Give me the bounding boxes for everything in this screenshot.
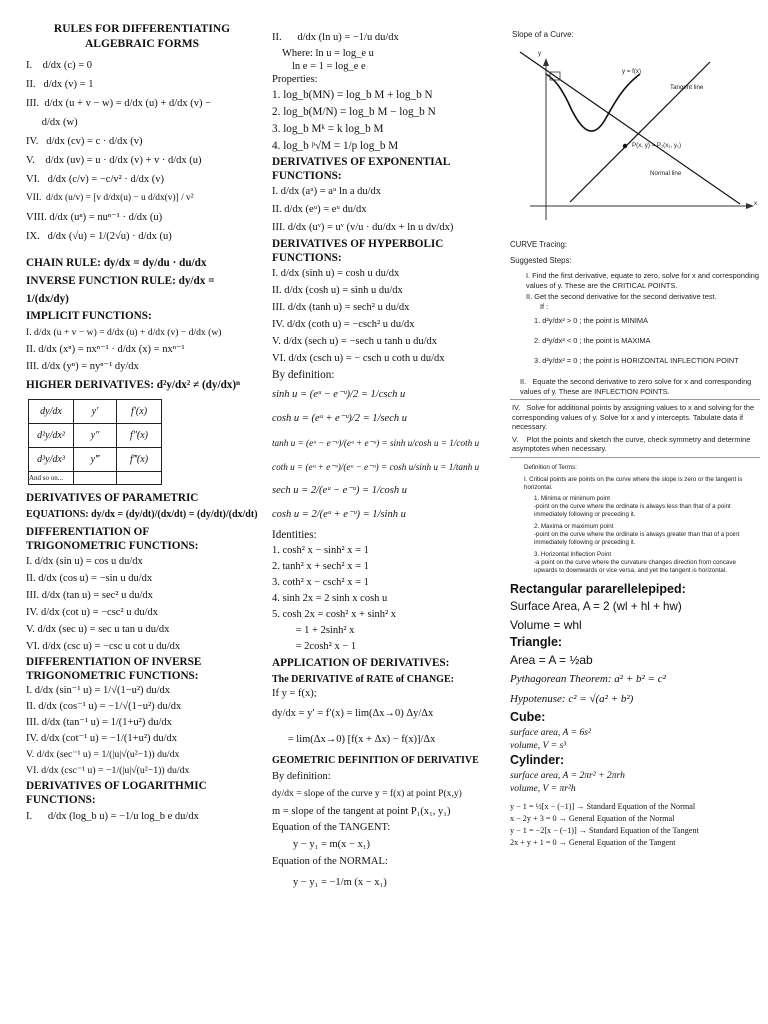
normal-tangent-equation: x − 2y + 3 = 0 → General Equation of the Normal	[510, 813, 675, 823]
implicit-line: III. d/dx (yⁿ) = nyⁿ⁻¹ dy/dx	[26, 361, 139, 372]
definition-line: coth u = (eᵘ + e⁻ᵘ)/(eᵘ − e⁻ᵘ) = cosh u/sinh u = 1/tanh u	[272, 462, 480, 472]
identity-line: = 1 + 2sinh² x	[272, 625, 355, 636]
normal-tangent-equation: y − 1 = ½[x − (−1)] → Standard Equation of the Normal	[510, 801, 696, 811]
definition-line: sinh u = (eᵘ − e⁻ᵘ)/2 = 1/csch u	[272, 389, 406, 400]
property-line: 1. log_b(MN) = log_b M + log_b N	[272, 89, 433, 101]
implicit-line: II. d/dx (xⁿ) = nxⁿ⁻¹ · d/dx (x) = nxⁿ⁻¹	[26, 344, 185, 355]
trig-line: III. d/dx (tan u) = sec² u du/dx	[26, 590, 153, 601]
pythagorean-theorem: Pythagorean Theorem: a² + b² = c²	[510, 672, 666, 685]
exp-line: I. d/dx (aᵘ) = aᵘ ln a du/dx	[272, 186, 382, 197]
title-line-1: RULES FOR DIFFERENTIATING	[53, 23, 231, 35]
divider	[510, 457, 760, 458]
log-line: I. d/dx (log_b u) = −1/u log_b e du/dx	[26, 811, 199, 822]
chain-rule: CHAIN RULE: dy/dx = dy/du · du/dx	[26, 257, 207, 269]
exp-line: III. d/dx (uᵛ) = uᵛ (v/u · du/dx + ln u dv/dx)	[272, 222, 454, 233]
curve-label: y = f(x)	[622, 68, 642, 75]
tangent-line	[570, 62, 710, 202]
point-label: P(x, y) = P₁(x₁, y₁)	[632, 142, 682, 149]
hyp-line: II. d/dx (cosh u) = sinh u du/dx	[272, 285, 403, 296]
rule-line: V. d/dx (uv) = u · d/dx (v) + v · d/dx (u)	[26, 155, 202, 166]
identity-line: 2. tanh² x + sech² x = 1	[272, 561, 369, 572]
rule-line: IX. d/dx (√u) = 1/(2√u) · d/dx (u)	[26, 231, 172, 242]
trig-line: VI. d/dx (csc u) = −csc u cot u du/dx	[26, 641, 181, 652]
table-cell: f′(x)	[117, 400, 162, 424]
rule-line: II. d/dx (v) = 1	[26, 79, 94, 90]
rule-line: VI. d/dx (c/v) = −c/v² · d/dx (v)	[26, 174, 165, 185]
trig-line: I. d/dx (sin u) = cos u du/dx	[26, 556, 143, 567]
hyp-line: IV. d/dx (coth u) = −csch² u du/dx	[272, 319, 415, 330]
identities-heading: Identities:	[272, 529, 317, 541]
where-line: ln e = 1 = log_e e	[292, 61, 366, 72]
trig-heading-2: TRIGONOMETRIC FUNCTIONS:	[26, 540, 199, 552]
inverse-function-rule: INVERSE FUNCTION RULE: dy/dx = 1/(dx/dy)	[26, 275, 215, 305]
geometric-line: y − y₁ = −1/m (x − x₁)	[272, 877, 387, 888]
parallelepiped-heading: Rectangular pararellelepiped:	[510, 581, 686, 596]
cube-volume: volume, V = s³	[510, 739, 567, 751]
definition-line: cosh u = 2/(eᵘ + e⁻ᵘ) = 1/sinh u	[272, 509, 406, 520]
log-heading-1: DERIVATIVES OF LOGARITHMIC	[26, 780, 207, 792]
cylinder-heading: Cylinder:	[510, 752, 565, 767]
identity-line: 3. coth² x − csch² x = 1	[272, 577, 369, 588]
table-row	[29, 400, 162, 424]
y-axis-arrow	[543, 58, 549, 66]
inverse-trig-line: V. d/dx (sec⁻¹ u) = 1/(|u|√(u²−1)) du/dx	[26, 749, 180, 760]
identity-line: 1. cosh² x − sinh² x = 1	[272, 545, 369, 556]
hyp-line: VI. d/dx (csch u) = − csch u coth u du/dx	[272, 353, 445, 364]
term-line: 3. Horizontal Inflection Point	[534, 550, 612, 558]
table-cell: d²y/dx²	[29, 424, 74, 448]
trig-heading-1: DIFFERENTIATION OF	[26, 526, 150, 538]
table-cell	[74, 472, 117, 485]
step-line: IV. Solve for additional points by assigning values to x and solving for the corresponding values of y. Solve for x and y intercepts. Tabulate data if necessary.	[512, 403, 757, 431]
curve-tracing-heading: CURVE Tracing:	[510, 240, 568, 249]
geometric-heading: GEOMETRIC DEFINITION OF DERIVATIVE	[272, 755, 479, 766]
properties-heading: Properties:	[272, 74, 318, 85]
by-definition: By definition:	[272, 369, 335, 381]
term-line: 2. Maxima or maximum point	[534, 522, 614, 530]
y-axis-label: y	[538, 50, 542, 57]
table-row	[29, 424, 162, 448]
rate-line: dy/dx = y′ = f′(x) = lim(Δx→0) Δy/Δx	[272, 708, 434, 719]
term-line: -a point on the curve where the curvature changes direction from concave upwards to downwards or vice versa, and yet the tangent is horizontal.	[534, 558, 736, 574]
log-line: II. d/dx (ln u) = −1/u du/dx	[272, 32, 399, 43]
definition-line: cosh u = (eᵘ + e⁻ᵘ)/2 = 1/sech u	[272, 413, 408, 424]
step-line: 3. d²y/dx² = 0 ; the point is HORIZONTAL INFLECTION POINT	[534, 356, 739, 365]
cylinder-surface-area: surface area, A = 2πr² + 2πrh	[510, 769, 625, 781]
log-heading-2: FUNCTIONS:	[26, 794, 96, 806]
column-curves-geometry	[510, 30, 760, 849]
parallelepiped-volume: Volume = whl	[510, 617, 582, 632]
normal-tangent-equation: 2x + y + 1 = 0 → General Equation of the Tangent	[510, 837, 676, 847]
implicit-line: I. d/dx (u + v − w) = d/dx (u) + d/dx (v) − d/dx (w)	[26, 327, 222, 338]
step-line: 1. d²y/dx² > 0 ; the point is MINIMA	[534, 316, 648, 325]
term-line: -point on the curve where the ordinate is always less than that of a point immediately following or preceding it.	[534, 502, 731, 518]
table-cell: dy/dx	[29, 400, 74, 424]
column-transcendental	[272, 28, 504, 896]
x-axis-label: x	[754, 200, 758, 207]
property-line: 4. log_b ᵖ√M = 1/p log_b M	[272, 140, 399, 152]
parametric-heading: DERIVATIVES OF PARAMETRIC	[26, 492, 199, 504]
step-line: 2. d²y/dx² < 0 ; the point is MAXIMA	[534, 336, 651, 345]
terms-heading: Definition of Terms:	[524, 463, 577, 471]
exp-line: II. d/dx (eᵘ) = eᵘ du/dx	[272, 204, 367, 215]
rule-line: d/dx (w)	[26, 117, 78, 128]
table-cell: f″(x)	[117, 424, 162, 448]
table-cell: d³y/dx³	[29, 448, 74, 472]
application-heading: APPLICATION OF DERIVATIVES:	[272, 657, 450, 669]
trig-line: V. d/dx (sec u) = sec u tan u du/dx	[26, 624, 170, 635]
triangle-area: Area = A = ½ab	[510, 652, 593, 667]
parametric-equation: EQUATIONS: dy/dx = (dy/dt)/(dx/dt) = (dy/dt)/(dx/dt)	[26, 509, 258, 520]
identity-line: = 2cosh² x − 1	[272, 641, 357, 652]
table-row	[29, 448, 162, 472]
hyp-heading-1: DERIVATIVES OF HYPERBOLIC	[272, 238, 444, 250]
title-line-2: ALGEBRAIC FORMS	[84, 38, 200, 50]
rule-line: VII. d/dx (u/v) = [v d/dx(u) − u d/dx(v)] / v²	[26, 193, 194, 203]
property-line: 3. log_b Mᵏ = k log_b M	[272, 123, 384, 135]
rate-heading: The DERIVATIVE of RATE of CHANGE:	[272, 674, 454, 685]
hyp-line: I. d/dx (sinh u) = cosh u du/dx	[272, 268, 400, 279]
rule-line: I. d/dx (c) = 0	[26, 60, 92, 71]
normal-label: Normal line	[650, 170, 682, 177]
normal-tangent-equation: y − 1 = −2[x − (−1)] → Standard Equation of the Tangent	[510, 825, 699, 835]
table-row	[29, 472, 162, 485]
hyp-line: III. d/dx (tanh u) = sech² u du/dx	[272, 302, 410, 313]
table-cell: y″	[74, 424, 117, 448]
parallelepiped-area: Surface Area, A = 2 (wl + hl + hw)	[510, 599, 682, 613]
cube-heading: Cube:	[510, 709, 546, 724]
implicit-heading: IMPLICIT FUNCTIONS:	[26, 310, 152, 322]
divider	[510, 399, 760, 400]
table-cell: f‴(x)	[117, 448, 162, 472]
geometric-line: Equation of the TANGENT:	[272, 822, 391, 833]
geometric-line: m = slope of the tangent at point P₁(x₁, y₁)	[272, 806, 451, 817]
table-cell: y′	[74, 400, 117, 424]
identity-line: 4. sinh 2x = 2 sinh x cosh u	[272, 593, 388, 604]
step-line: II. Get the second derivative for the second derivative test.	[526, 292, 717, 301]
trig-line: IV. d/dx (cot u) = −csc² u du/dx	[26, 607, 159, 618]
triangle-heading: Triangle:	[510, 634, 563, 649]
geometric-line: Equation of the NORMAL:	[272, 856, 388, 867]
column-algebraic	[26, 22, 258, 827]
table-cell: And so on...	[29, 472, 74, 485]
definition-line: tanh u = (eᵘ − e⁻ᵘ)/(eᵘ + e⁻ᵘ) = sinh u/cosh u = 1/coth u	[272, 438, 480, 448]
where-line: Where: ln u = log_e u	[282, 48, 374, 59]
slope-figure	[510, 30, 760, 230]
geometric-line: dy/dx = slope of the curve y = f(x) at point P(x,y)	[272, 788, 462, 799]
term-line: -point on the curve where the ordinate is always greater than that of a point immediately following or preceding it.	[534, 530, 740, 546]
inverse-trig-line: I. d/dx (sin⁻¹ u) = 1/√(1−u²) du/dx	[26, 685, 171, 696]
hyp-line: V. d/dx (sech u) = −sech u tanh u du/dx	[272, 336, 438, 347]
inverse-trig-line: VI. d/dx (csc⁻¹ u) = −1/(|u|√(u²−1)) du/dx	[26, 765, 190, 776]
step-line: If :	[540, 301, 549, 311]
hypotenuse: Hypotenuse: c² = √(a² + b²)	[510, 692, 634, 705]
higher-derivatives: HIGHER DERIVATIVES: d²y/dx² ≠ (dy/dx)ⁿ	[26, 379, 241, 391]
step-line: I. Find the first derivative, equate to zero, solve for x and corresponding values of y. These are the CRITICAL POINTS.	[526, 271, 759, 290]
exp-heading-2: FUNCTIONS:	[272, 170, 342, 182]
table-cell: y‴	[74, 448, 117, 472]
inverse-trig-line: II. d/dx (cos⁻¹ u) = −1/√(1−u²) du/dx	[26, 701, 182, 712]
exp-heading-1: DERIVATIVES OF EXPONENTIAL	[272, 156, 451, 168]
table-cell	[117, 472, 162, 485]
term-line: I. Critical points are points on the curve where the slope is zero or the tangent is horizontal.	[524, 475, 743, 491]
geometric-line: By definition:	[272, 771, 331, 782]
rule-line: III. d/dx (u + v − w) = d/dx (u) + d/dx (v) −	[26, 98, 212, 109]
tangent-label: Tangent line	[670, 84, 704, 91]
definition-line: sech u = 2/(eᵘ − e⁻ᵘ) = 1/cosh u	[272, 485, 408, 496]
rule-line: IV. d/dx (cv) = c · d/dx (v)	[26, 136, 143, 147]
point-p	[623, 144, 627, 148]
rate-line: = lim(Δx→0) [f(x + Δx) − f(x)]/Δx	[272, 734, 436, 745]
suggested-steps-heading: Suggested Steps:	[510, 255, 572, 265]
inverse-trig-line: III. d/dx (tan⁻¹ u) = 1/(1+u²) du/dx	[26, 717, 172, 728]
rule-line: VIII. d/dx (uⁿ) = nuⁿ⁻¹ · d/dx (u)	[26, 212, 163, 223]
x-axis-arrow	[746, 203, 754, 209]
term-line: 1. Minima or minimum point	[534, 494, 610, 502]
hyp-heading-2: FUNCTIONS:	[272, 252, 342, 264]
property-line: 2. log_b(M/N) = log_b M − log_b N	[272, 106, 436, 118]
trig-line: II. d/dx (cos u) = −sin u du/dx	[26, 573, 153, 584]
rate-line: If y = f(x);	[272, 688, 317, 699]
step-line: II. Equate the second derivative to zero solve for x and corresponding values of y. These are INFLECTION POINTS.	[520, 377, 754, 396]
geometric-line: y − y₁ = m(x − x₁)	[272, 839, 370, 850]
cube-surface-area: surface area, A = 6s²	[510, 726, 591, 738]
step-line: V. Plot the points and sketch the curve, check symmetry and determine asymptotes when necessary.	[512, 434, 753, 453]
identity-line: 5. cosh 2x = cosh² x + sinh² x	[272, 609, 397, 620]
inverse-trig-heading-1: DIFFERENTIATION OF INVERSE	[26, 656, 202, 668]
derivative-notation-table	[28, 399, 162, 485]
inverse-trig-heading-2: TRIGONOMETRIC FUNCTIONS:	[26, 670, 199, 682]
figure-title: Slope of a Curve:	[512, 30, 574, 39]
cylinder-volume: volume, V = πr²h	[510, 782, 576, 794]
inverse-trig-line: IV. d/dx (cot⁻¹ u) = −1/(1+u²) du/dx	[26, 733, 178, 744]
